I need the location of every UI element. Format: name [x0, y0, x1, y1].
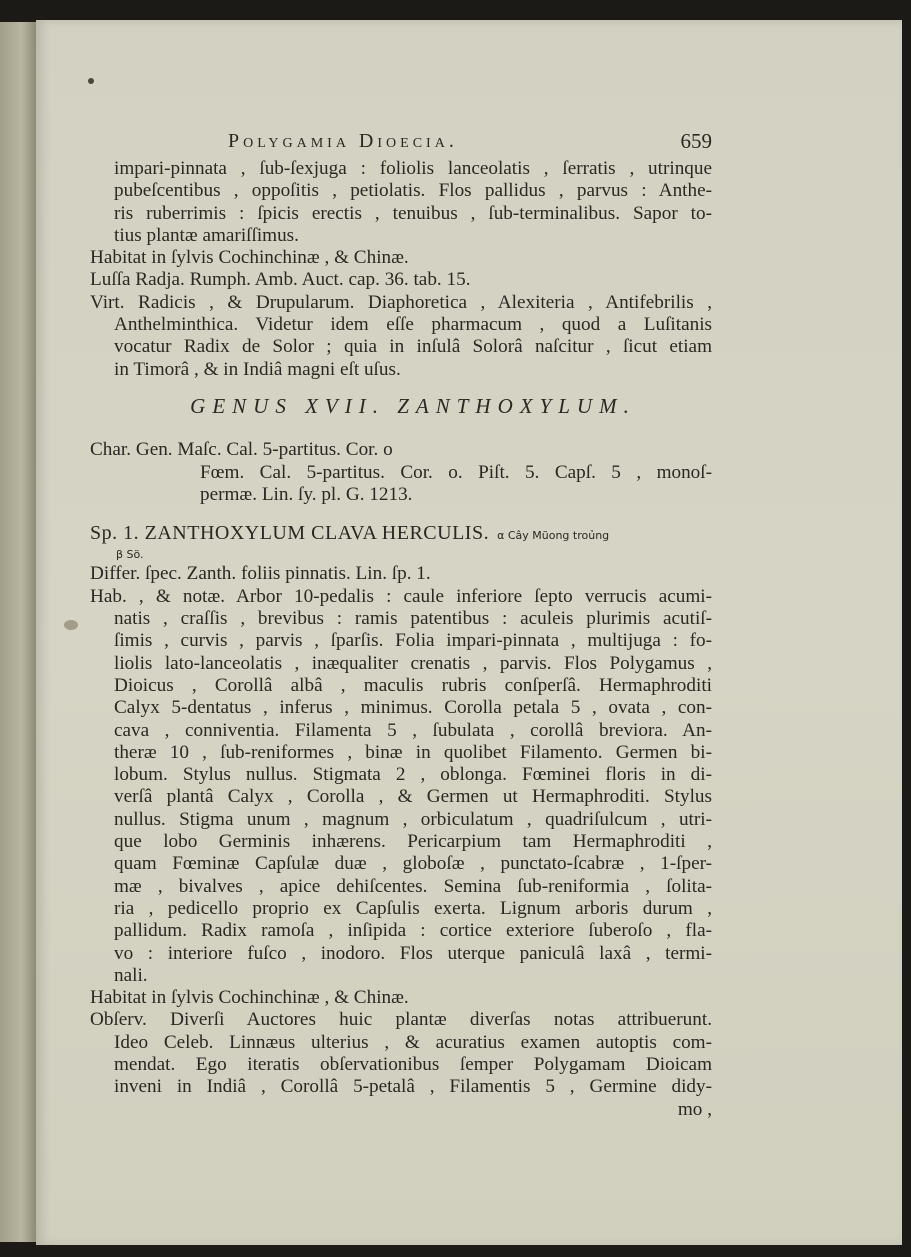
text-line: inveni in Indiâ , Corollâ 5-petalâ , Filamentis 5 , Germine didy-	[114, 1076, 712, 1098]
text-line: lobum. Stylus nullus. Stigmata 2 , oblonga. Fœminei floris in di-	[114, 764, 712, 786]
text-line: ſimis , curvis , parvis , ſparſis. Folia impari-pinnata , multijuga : fo-	[114, 630, 712, 652]
text-line: vo : interiore fuſco , inodoro. Flos uterque paniculâ laxâ , termi-	[114, 942, 712, 964]
species-heading	[90, 522, 712, 547]
genus-heading: GENUS XVII. ZANTHOXYLUM.	[190, 393, 636, 418]
page-number: 659	[680, 129, 712, 153]
text-line: Differ. ſpec. Zanth. foliis pinnatis. Lin. ſp. 1.	[90, 563, 431, 585]
text-line: theræ 10 , ſub-reniformes , binæ in quolibet Filamento. Germen bi-	[114, 741, 712, 763]
text-line: ris ruberrimis : ſpicis erectis , tenuibus , ſub-terminalibus. Sapor to-	[114, 202, 712, 224]
character-line: Char. Gen. Maſc. Cal. 5-partitus. Cor. o	[90, 439, 393, 461]
species-name: Sp. 1. ZANTHOXYLUM CLAVA HERCULIS.	[90, 522, 490, 545]
text-line: ria , pedicello proprio ex Capſulis exerta. Lignum arboris durum ,	[114, 897, 712, 919]
text-line: in Timorâ , & in Indiâ magni eſt uſus.	[114, 358, 401, 380]
text-line: pallidum. Radix ramoſa , inſipida : cortice exteriore ſuberoſo , fla-	[114, 920, 712, 942]
text-line: liolis lato-lanceolatis , inæqualiter crenatis , parvis. Flos Polygamus ,	[114, 652, 712, 674]
text-line: impari-pinnata , ſub-ſexjuga : foliolis lanceolatis , ſerratis , utrinque	[114, 158, 712, 179]
text-line: cava , conniventia. Filamenta 5 , ſubulata , corollâ breviora. An-	[114, 719, 712, 741]
text-line: Anthelminthica. Videtur idem eſſe pharmacum , quod a Luſitanis	[114, 314, 712, 336]
character-line: permæ. Lin. ſy. pl. G. 1213.	[200, 483, 413, 505]
running-title: Polygamia Dioecia.	[228, 130, 458, 152]
text-line: mendat. Ego iteratis obſervationibus ſemper Polygamam Dioicam	[114, 1053, 712, 1075]
catchword: mo ,	[677, 1098, 712, 1120]
text-line: verſâ plantâ Calyx , Corolla , & Germen ut Hermaphroditi. Stylus	[114, 786, 712, 808]
text-line: Dioicus , Corollâ albâ , maculis rubris conſperſâ. Hermaphroditi	[114, 674, 712, 696]
text-line: Calyx 5-dentatus , inferus , minimus. Corolla petala 5 , ovata , con-	[114, 697, 712, 719]
text-line: Habitat in ſylvis Cochinchinæ , & Chinæ.	[90, 987, 409, 1009]
text-line: Habitat in ſylvis Cochinchinæ , & Chinæ.	[90, 247, 409, 269]
text-line: tius plantæ amariſſimus.	[114, 224, 299, 246]
text-line: que lobo Germinis inhærens. Pericarpium tam Hermaphroditi ,	[114, 831, 712, 853]
text-line: Luſſa Radja. Rumph. Amb. Auct. cap. 36. tab. 15.	[90, 269, 471, 291]
text-line: Obſerv. Diverſi Auctores huic plantæ diverſas notas attribuerunt.	[90, 1009, 712, 1031]
text-line: nullus. Stigma unum , magnum , orbiculatum , quadriſulcum , utri-	[114, 808, 712, 830]
handwritten-note: β Sö.	[116, 548, 144, 562]
book-page	[36, 20, 902, 1245]
page-text	[90, 130, 712, 1121]
text-line: mæ , bivalves , apice dehiſcentes. Semina ſub-reniformia , ſolita-	[114, 875, 712, 897]
text-line: quam Fœminæ Capſulæ duæ , globoſæ , punctato-ſcabræ , 1-ſper-	[114, 853, 712, 875]
text-line: natis , craſſis , brevibus : ramis patentibus : aculeis plurimis acutiſ-	[114, 608, 712, 630]
text-line: nali.	[114, 964, 148, 986]
ink-spot	[88, 78, 94, 84]
text-line: Ideo Celeb. Linnæus ulterius , & acuratius examen autoptis com-	[114, 1031, 712, 1053]
text-line: pubeſcentibus , oppoſitis , petiolatis. Flos pallidus , parvus : Anthe-	[114, 180, 712, 202]
handwritten-note: α Cây Mũong troủng	[497, 529, 610, 543]
text-line: Hab. , & notæ. Arbor 10-pedalis : caule inferiore ſepto verrucis acumi-	[90, 585, 712, 607]
character-line: Fœm. Cal. 5-partitus. Cor. o. Piſt. 5. Capſ. 5 , monoſ-	[200, 461, 712, 483]
page-stain	[64, 620, 78, 630]
text-line: vocatur Radix de Solor ; quia in inſulâ Solorâ naſcitur , ſicut etiam	[114, 336, 712, 358]
running-head	[90, 130, 712, 158]
previous-page-edge	[0, 22, 36, 1242]
text-line: Virt. Radicis , & Drupularum. Diaphoretica , Alexiteria , Antifebrilis ,	[90, 291, 712, 313]
